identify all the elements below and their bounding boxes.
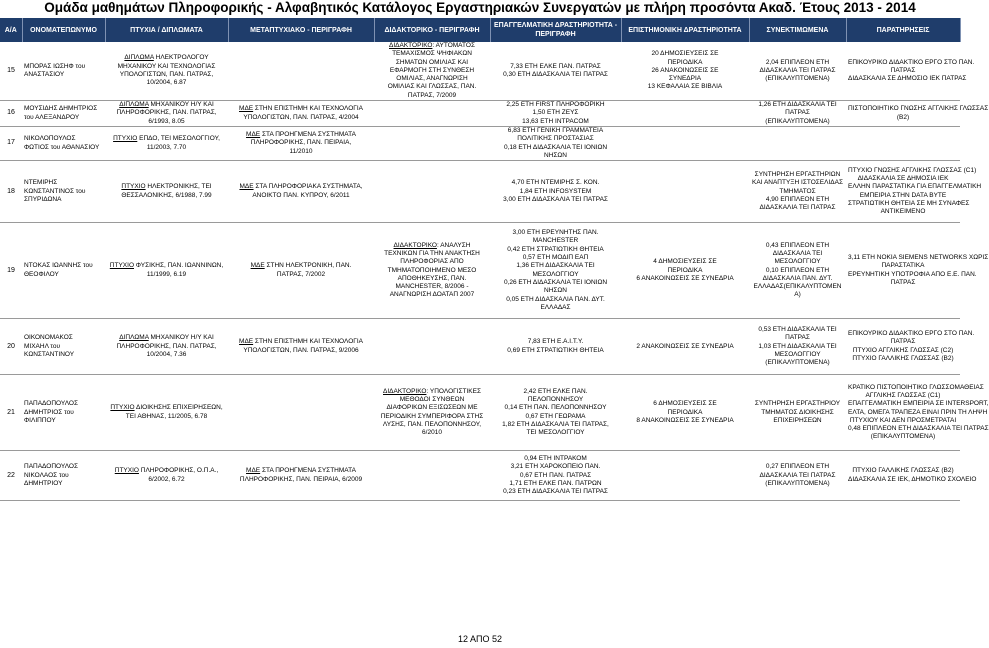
row-name-line: ΜΙΧΑΗΛ του [24, 342, 61, 350]
row-remarks-line: ΕΠΑΓΓΕΛΜΑΤΙΚΗ ΕΜΠΕΙΡΙΑ ΣΕ INTERSPORT, [848, 400, 989, 408]
row-number [0, 451, 22, 501]
row-number-value: 17 [7, 139, 15, 147]
row-professional-line: 2,25 ΕΤΗ FIRST ΠΛΗΡΟΦΟΡΙΚΗ [506, 101, 605, 109]
row-phd-line: ΠΛΗΡΟΦΟΡΙΑΣ ΑΠΟ [400, 258, 464, 266]
row-remarks-line: ΠΤΥΧΙΟ ΓΝΩΣΗΣ ΑΓΓΛΙΚΗΣ ΓΛΩΣΣΑΣ (C1) [848, 166, 977, 174]
row-number-value: 20 [7, 342, 15, 350]
row-degree-line: 6/2002, 6.72 [148, 475, 185, 483]
row-professional [490, 319, 621, 375]
row-professional-line: 1,82 ΕΤΗ ΔΙΔΑΣΚΑΛΙΑ ΤΕΙ ΠΑΤΡΑΣ, [502, 420, 609, 428]
row-remarks-line: ΠΤΥΧΙΟΥ ΚΑΙ ΔΕΝ ΠΡΟΣΜΕΤΡΑΤΑΙ [849, 416, 957, 424]
row-remarks-line: ΕΠΙΚΟΥΡΙΚΟ ΔΙΔΑΚΤΙΚΟ ΕΡΓΟ ΣΤΟ ΠΑΝ. [848, 330, 975, 338]
row-scientific [621, 161, 749, 223]
row-degree [105, 319, 228, 375]
row-degree [105, 42, 228, 101]
row-masters [228, 319, 374, 375]
row-professional-line: 0,94 ΕΤΗ ΙΝΤΡΑΚΟΜ [524, 454, 587, 462]
row-professional [490, 223, 621, 319]
table-row [0, 319, 960, 375]
row-number-value: 19 [7, 266, 15, 274]
row-assessed-line: 1,03 ΕΤΗ ΔΙΔΑΣΚΑΛΙΑ ΤΕΙ [758, 342, 837, 350]
row-assessed [749, 101, 846, 127]
header-scientific: ΕΠΙΣΤΗΜΟΝΙΚΗ ΔΡΑΣΤΗΡΙΟΤΗΤΑ [621, 18, 749, 42]
row-name-line: ΜΠΟΡΑΣ ΙΩΣΗΦ του [24, 62, 86, 70]
row-degree-line: ΔΙΠΛΩΜΑ ΗΛΕΚΤΡΟΛΟΓΟΥ [124, 54, 209, 62]
row-name-line: ΚΩΝΣΤΑΝΤΙΝΟΥ [24, 350, 75, 358]
row-remarks [846, 319, 975, 375]
header-remarks: ΠΑΡΑΤΗΡΗΣΕΙΣ [846, 18, 960, 42]
row-scientific [621, 451, 749, 501]
qualification-keyword: ΔΙΠΛΩΜΑ [119, 101, 149, 109]
row-masters [228, 223, 374, 319]
row-degree-line: ΥΠΟΛΟΓΙΣΤΩΝ, ΠΑΝ. ΠΑΤΡΑΣ, [119, 71, 214, 79]
row-assessed-line: (ΕΠΙΚΑΛΥΠΤΟΜΕΝΑ) [765, 479, 830, 487]
row-professional-line: 0,57 ΕΤΗ ΜΟΔΙΠ ΕΑΠ [522, 254, 589, 262]
qualification-keyword: ΜΔΕ [246, 467, 261, 475]
row-masters-line: ΜΔΕ ΣΤΗΝ ΕΠΙΣΤΗΜΗ ΚΑΙ ΤΕΧΝΟΛΟΓΙΑ [239, 338, 363, 346]
row-phd-line: ΔΙΔΑΚΤΟΡΙΚΟ: ΑΝΑΛΥΣΗ [393, 241, 471, 249]
row-name-line: του ΑΛΕΞΑΝΔΡΟΥ [24, 113, 80, 121]
row-professional [490, 375, 621, 451]
row-phd-line: ΠΕΡΙΟΔΙΚΗ ΣΥΜΠΕΡΙΦΟΡΑ ΣΤΗΣ [380, 412, 484, 420]
row-professional-line: ΕΛΛΑΔΑΣ [540, 303, 571, 311]
row-degree-line: 10/2004, 6.87 [146, 79, 187, 87]
row-professional-line: 0,42 ΕΤΗ ΣΤΡΑΤΙΩΤΙΚΗ ΘΗΤΕΙΑ [507, 245, 604, 253]
row-masters [228, 126, 374, 160]
qualification-keyword: ΠΤΥΧΙΟ [113, 135, 138, 143]
row-assessed-line: (ΕΠΙΚΑΛΥΠΤΟΜΕΝΑ) [765, 75, 830, 83]
row-degree-line: 6/1993, 8.05 [148, 117, 185, 125]
row-assessed-line: (ΕΠΙΚΑΛΥΠΤΟΜΕΝΑ) [765, 117, 830, 125]
row-name [22, 451, 105, 501]
row-professional [490, 126, 621, 160]
row-degree [105, 161, 228, 223]
row-phd-line: ΟΜΙΛΙΑΣ ΚΑΙ ΓΛΩΣΣΑΣ, ΠΑΝ. [387, 83, 477, 91]
row-number-value: 16 [7, 109, 15, 117]
row-masters-line: 11/2010 [289, 147, 313, 155]
qualification-keyword: ΠΤΥΧΙΟ [110, 404, 135, 412]
row-professional-line: 1,84 ΕΤΗ INFOSYSTEM [519, 187, 592, 195]
row-name-line: ΝΙΚΟΛΑΟΣ του [24, 471, 69, 479]
row-masters-line: ΥΠΟΛΟΓΙΣΤΩΝ, ΠΑΝ. ΠΑΤΡΑΣ, 4/2004 [243, 113, 359, 121]
row-scientific [621, 319, 749, 375]
row-remarks-line: 3,11 ΕΤΗ NOKIA SIEMENS NETWORKS ΧΩΡΙΣ [848, 254, 989, 262]
row-number [0, 319, 22, 375]
row-scientific-line: 6 ΔΗΜΟΣΙΕΥΣΕΙΣ ΣΕ [653, 400, 717, 408]
row-phd-line: ΤΜΗΜΑΤΟΠΟΙΗΜΕΝΟ ΜΕΣΟ [387, 266, 477, 274]
header-masters: ΜΕΤΑΠΤΥΧΙΑΚΟ - ΠΕΡΙΓΡΑΦΗ [228, 18, 374, 42]
row-phd-line: ΤΕΧΝΙΚΩΝ ΓΙΑ ΤΗΝ ΑΝΑΚΤΗΣΗ [384, 249, 480, 257]
row-professional-line: ΜΕΣΟΛΟΓΓΙΟΥ [532, 270, 579, 278]
row-professional-line: 1,50 ΕΤΗ ΖΕΥΣ [532, 109, 579, 117]
row-professional-line: 3,00 ΕΤΗ ΕΡΕΥΝΗΤΗΣ ΠΑΝ. [512, 229, 599, 237]
row-professional [490, 42, 621, 101]
row-scientific-line: 8 ΑΝΑΚΟΙΝΩΣΕΙΣ ΣΕ ΣΥΝΕΔΡΙΑ [636, 416, 734, 424]
table-row [0, 42, 960, 101]
table-row [0, 375, 960, 451]
row-phd-line: ΤΕΜΑΧΙΣΜΟΣ ΨΗΦΙΑΚΩΝ [392, 50, 472, 58]
row-remarks-line: ΕΠΙΚΟΥΡΙΚΟ ΔΙΔΑΚΤΙΚΟ ΕΡΓΟ ΣΤΟ ΠΑΝ. [848, 58, 975, 66]
row-number-value: 15 [7, 66, 15, 74]
row-assessed-line: ΜΕΣΟΛΟΓΓΙΟΥ [774, 350, 821, 358]
header-assessed: ΣΥΝΕΚΤΙΜΩΜΕΝΑ [749, 18, 846, 42]
row-professional-line: 7,33 ΕΤΗ ΕΛΚΕ ΠΑΝ. ΠΑΤΡΑΣ [510, 62, 601, 70]
row-number-value: 18 [7, 187, 15, 195]
row-professional-line: 0,67 ΕΤΗ ΓΕΩΡΑΜΑ [525, 412, 586, 420]
row-scientific [621, 126, 749, 160]
row-remarks [846, 375, 989, 451]
row-masters-line: ΜΔΕ ΣΤΗΝ ΕΠΙΣΤΗΜΗ ΚΑΙ ΤΕΧΝΟΛΟΓΙΑ [239, 105, 363, 113]
row-assessed-line: ΠΑΤΡΑΣ [785, 109, 810, 117]
header-degrees: ΠΤΥΧΙΑ / ΔΙΠΛΩΜΑΤΑ [105, 18, 228, 42]
row-degree-line: ΠΤΥΧΙΟ ΦΥΣΙΚΗΣ, ΠΑΝ. ΙΩΑΝΝΙΝΩΝ, [109, 262, 224, 270]
row-professional-line: ΤΕΙ ΜΕΣΟΛΟΓΓΙΟΥ [526, 429, 585, 437]
row-professional-line: 0,14 ΕΤΗ ΠΑΝ. ΠΕΛΟΠΟΝΝΗΣΟΥ [504, 404, 607, 412]
row-professional-line: 13,63 ΕΤΗ ΙΝΤΡΑCOM [522, 117, 589, 125]
row-name-line: ΦΙΛΙΠΠΟΥ [24, 416, 56, 424]
row-masters [228, 101, 374, 127]
row-name [22, 101, 105, 127]
row-degree-line: ΜΗΧΑΝΙΚΟΥ ΚΑΙ ΤΕΧΝΟΛΟΓΙΑΣ [117, 62, 216, 70]
row-assessed-line: ΤΜΗΜΑΤΟΣ ΔΙΟΙΚΗΣΗΣ [761, 408, 834, 416]
row-name-line: ΚΩΝΣΤΑΝΤΙΝΟΣ του [24, 187, 86, 195]
row-professional-line: 0,26 ΕΤΗ ΔΙΔΑΣΚΑΛΙΑ ΤΕΙ ΙΟΝΙΩΝ [503, 278, 608, 286]
row-assessed-line: ΚΑΙ ΑΝΑΠΤΥΞΗ ΙΣΤΟΣΕΛΙΔΑΣ [752, 179, 843, 187]
row-phd-line: MANCHESTER, 8/2006 - [395, 283, 469, 291]
row-professional-line: 2,42 ΕΤΗ ΕΛΚΕ ΠΑΝ. [523, 387, 588, 395]
row-name-line: ΔΗΜΗΤΡΙΟΣ του [24, 408, 74, 416]
row-phd [374, 223, 490, 319]
row-degree-line: ΔΙΠΛΩΜΑ ΜΗΧΑΝΙΚΟΥ Η/Υ ΚΑΙ [119, 334, 214, 342]
row-professional-line: 0,18 ΕΤΗ ΔΙΔΑΣΚΑΛΙΑ ΤΕΙ ΙΟΝΙΩΝ [503, 143, 608, 151]
row-remarks-line: ΠΙΣΤΟΠΟΙΗΤΙΚΟ ΓΝΩΣΗΣ ΑΓΓΛΙΚΗΣ ΓΛΩΣΣΑΣ [848, 105, 989, 113]
row-degree-line: 11/2003, 7.70 [146, 143, 187, 151]
row-degree-line: 10/2004, 7.36 [146, 350, 187, 358]
row-assessed-line: ΠΑΤΡΑΣ [785, 334, 810, 342]
table-row [0, 161, 960, 223]
row-phd-line: ΑΝΑΓΝΩΡΙΣΗ ΔΟΑΤΑΠ 2007 [389, 291, 475, 299]
row-phd-line: ΣΗΜΑΤΩΝ ΟΜΙΛΙΑΣ ΚΑΙ [395, 58, 469, 66]
row-assessed-line: ΕΠΙΧΕΙΡΗΣΕΩΝ [773, 416, 822, 424]
row-phd [374, 451, 490, 501]
row-professional-line: 3,00 ΕΤΗ ΔΙΔΑΣΚΑΛΙΑ ΤΕΙ ΠΑΤΡΑΣ [503, 195, 608, 203]
row-masters-line: ΑΝΟΙΚΤΟ ΠΑΝ. ΚΥΠΡΟΥ, 6/2011 [252, 191, 350, 199]
row-scientific [621, 375, 749, 451]
row-assessed-line: ΜΕΣΟΛΟΓΓΙΟΥ [774, 258, 821, 266]
row-number [0, 375, 22, 451]
row-degree-line: ΔΙΠΛΩΜΑ ΜΗΧΑΝΙΚΟΥ Η/Υ ΚΑΙ [119, 101, 214, 109]
qualification-keyword: ΔΙΔΑΚΤΟΡΙΚΟ [393, 241, 437, 249]
row-scientific-line: ΣΥΝΕΔΡΙΑ [668, 75, 702, 83]
row-assessed [749, 319, 846, 375]
row-phd-line: ΜΕΘΟΔΟΙ ΣΥΝΘΕΩΝ [399, 396, 465, 404]
row-professional [490, 101, 621, 127]
row-name-line: ΦΩΤΙΟΣ του ΑΘΑΝΑΣΙΟΥ [24, 143, 100, 151]
row-name-line: ΝΤΟΚΑΣ ΙΩΑΝΝΗΣ του [24, 262, 93, 270]
row-assessed-line: ΣΥΝΤΗΡΗΣΗ ΕΡΓΑΣΤΗΡΙΟΥ [754, 400, 841, 408]
row-assessed-line: ΔΙΔΑΣΚΑΛΙΑ ΤΕΙ [772, 249, 823, 257]
document-title: Ομάδα μαθημάτων Πληροφορικής - Αλφαβητικός Κατάλογος Εργαστηριακών Συνεργατών με πλήρη προσόντα Ακαδ. Έτους 2013 - 2014 [44, 0, 916, 15]
row-professional [490, 161, 621, 223]
row-professional-line: 0,67 ΕΤΗ ΠΑΝ. ΠΑΤΡΑΣ [519, 471, 592, 479]
row-masters-line: ΜΔΕ ΣΤΑ ΠΛΗΡΟΦΟΡΙΑΚΑ ΣΥΣΤΗΜΑΤΑ, [239, 183, 363, 191]
row-name-line: ΝΙΚΟΛΟΠΟΥΛΟΣ [24, 135, 76, 143]
row-phd-line: ΠΑΤΡΑΣ, 7/2009 [407, 91, 457, 99]
row-number [0, 101, 22, 127]
row-scientific-line: ΠΕΡΙΟΔΙΚΑ [667, 58, 703, 66]
row-name [22, 319, 105, 375]
row-masters-line: ΠΑΤΡΑΣ, 7/2002 [276, 270, 326, 278]
row-remarks-line: 0,48 ΕΠΙΠΛΕΟΝ ΕΤΗ ΔΙΔΑΣΚΑΛΙΑ ΤΕΙ ΠΑΤΡΑΣ [848, 425, 989, 433]
row-scientific-line: 20 ΔΗΜΟΣΙΕΥΣΕΙΣ ΣΕ [651, 50, 719, 58]
header-phd: ΔΙΔΑΚΤΟΡΙΚΟ - ΠΕΡΙΓΡΑΦΗ [374, 18, 490, 42]
row-remarks-line: (Β2) [896, 113, 910, 121]
row-degree-line: ΠΤΥΧΙΟ ΠΛΗΡΟΦΟΡΙΚΗΣ, Ο.Π.Α., [114, 467, 219, 475]
row-professional-line: ΝΗΣΩΝ [544, 151, 567, 159]
row-remarks-line: ΣΤΡΑΤΙΩΤΙΚΗ ΘΗΤΕΙΑ ΣΕ ΜΗ ΣΥΝΑΦΕΣ [848, 199, 970, 207]
table-row [0, 101, 960, 127]
row-assessed-line: ΔΙΔΑΣΚΑΛΙΑ ΠΑΝ. ΔΥΤ. [762, 274, 833, 282]
row-professional-line: ΠΕΛΟΠΟΝΝΗΣΟΥ [527, 396, 584, 404]
row-phd [374, 42, 490, 101]
row-professional-line: 4,70 ΕΤΗ ΝΤΕΜΙΡΗΣ Σ. ΚΟΝ. [511, 179, 600, 187]
qualification-keyword: ΔΙΠΛΩΜΑ [124, 54, 154, 62]
row-degree [105, 223, 228, 319]
row-assessed-line: 2,04 ΕΠΙΠΛΕΟΝ ΕΤΗ [765, 58, 830, 66]
header-name: ΟΝΟΜΑΤΕΠΩΝΥΜΟ [22, 18, 105, 42]
row-remarks-line: ΚΡΑΤΙΚΟ ΠΙΣΤΟΠΟΙΗΤΙΚΟ ΓΛΩΣΣΟΜΑΘΕΙΑΣ [848, 383, 984, 391]
row-assessed-line: ΔΙΔΑΣΚΑΛΙΑ ΤΕΙ ΠΑΤΡΑΣ [759, 204, 836, 212]
qualification-keyword: ΔΙΔΑΚΤΟΡΙΚΟ [389, 42, 433, 49]
row-assessed-line: (ΕΠΙΚΑΛΥΠΤΟΜΕΝΑ) [765, 359, 830, 367]
row-assessed-line: Α) [794, 291, 801, 299]
row-professional-line: 6,83 ΕΤΗ ΓΕΝΙΚΗ ΓΡΑΜΜΑΤΕΙΑ [507, 126, 604, 134]
row-name-line: ΔΗΜΗΤΡΙΟΥ [24, 479, 63, 487]
row-professional-line: ΝΗΣΩΝ [544, 287, 567, 295]
row-name-line: ΣΠΥΡΙΔΩΝΑ [24, 195, 62, 203]
header-aa: Α/Α [0, 18, 22, 42]
row-professional-line: 0,69 ΕΤΗ ΣΤΡΑΤΙΩΤΙΚΗ ΘΗΤΕΙΑ [507, 346, 604, 354]
table-row [0, 126, 960, 160]
row-scientific-line: ΠΕΡΙΟΔΙΚΑ [667, 408, 703, 416]
row-phd-line: ΔΙΑΦΟΡΙΚΩΝ ΕΞΙΣΩΣΕΩΝ ΜΕ [386, 404, 478, 412]
row-phd-line: ΕΦΑΡΜΟΓΗ ΣΤΗ ΣΥΝΘΕΣΗ [389, 66, 475, 74]
table-header-row [0, 18, 960, 42]
row-scientific [621, 101, 749, 127]
row-scientific-line: ΠΕΡΙΟΔΙΚΑ [667, 266, 703, 274]
row-name-line: ΠΑΠΑΔΟΠΟΥΛΟΣ [24, 400, 78, 408]
row-name [22, 42, 105, 101]
row-remarks-line: ΠΑΤΡΑΣ [890, 338, 916, 346]
row-name-line: ΝΤΕΜΙΡΗΣ [24, 179, 58, 187]
row-assessed [749, 161, 846, 223]
row-phd-line: ΔΙΔΑΚΤΟΡΙΚΟ: ΥΠΟΛΟΓΙΣΤΙΚΕΣ [383, 387, 481, 395]
row-remarks-line: ΠΑΡΑΣΤΑΤΙΚΑ [881, 262, 925, 270]
row-name [22, 161, 105, 223]
row-degree [105, 375, 228, 451]
row-remarks [846, 161, 982, 223]
row-professional-line: 1,36 ΕΤΗ ΔΙΔΑΣΚΑΛΙΑ ΤΕΙ [516, 262, 595, 270]
row-phd [374, 375, 490, 451]
row-assessed [749, 42, 846, 101]
row-masters-line: ΠΛΗΡΟΦΟΡΙΚΗΣ, ΠΑΝ. ΠΕΙΡΑΙΑ, [250, 139, 352, 147]
row-professional-line: MANCHESTER [532, 237, 579, 245]
row-name [22, 375, 105, 451]
row-degree-line: ΘΕΣΣΑΛΟΝΙΚΗΣ, 6/1988, 7.99 [121, 191, 212, 199]
qualification-keyword: ΜΔΕ [239, 105, 254, 113]
row-remarks-line: ΔΙΔΑΣΚΑΛΙΑ ΣΕ ΙΕΚ, ΔΗΜΟΤΙΚΟ ΣΧΟΛΕΙΟ [848, 475, 977, 483]
row-scientific-line: 4 ΔΗΜΟΣΙΕΥΣΕΙΣ ΣΕ [653, 258, 717, 266]
row-degree-line: ΠΤΥΧΙΟ ΕΠΔΟ, ΤΕΙ ΜΕΣΟΛΟΓΓΙΟΥ, [113, 135, 220, 143]
row-assessed-line: ΕΛΛΑΔΑΣ(ΕΠΙΚΑΛΥΠΤΟΜΕΝ [753, 283, 842, 291]
qualification-keyword: ΜΔΕ [239, 183, 254, 191]
row-assessed-line: 1,26 ΕΤΗ ΔΙΔΑΣΚΑΛΙΑ ΤΕΙ [758, 101, 837, 109]
row-scientific-line: 6 ΑΝΑΚΟΙΝΩΣΕΙΣ ΣΕ ΣΥΝΕΔΡΙΑ [636, 274, 734, 282]
row-professional-line: 7,83 ΕΤΗ Ε.Α.Ι.Τ.Υ. [527, 338, 584, 346]
row-remarks-line: (ΕΠΙΚΑΛΥΠΤΟΜΕΝΑ) [870, 433, 936, 441]
row-remarks-line: ΔΙΔΑΣΚΑΛΙΑ ΣΕ ΔΗΜΟΣΙΟ ΙΕΚ ΠΑΤΡΑΣ [848, 75, 967, 83]
row-professional [490, 451, 621, 501]
row-name [22, 126, 105, 160]
row-remarks [846, 451, 977, 501]
row-phd-line: ΟΜΙΛΙΑΣ, ΑΝΑΓΝΩΡΙΣΗ [396, 75, 468, 83]
row-phd [374, 319, 490, 375]
row-assessed [749, 223, 846, 319]
row-assessed-line: ΔΙΔΑΣΚΑΛΙΑ ΤΕΙ ΠΑΤΡΑΣ [759, 66, 836, 74]
row-phd-line: ΔΙΔΑΚΤΟΡΙΚΟ: ΑΥΤΟΜΑΤΟΣ [389, 42, 475, 49]
row-number [0, 42, 22, 101]
row-assessed [749, 451, 846, 501]
row-remarks-line: ΔΙΔΑΣΚΑΛΙΑ ΣΕ ΔΗΜΟΣΙΑ ΙΕΚ [857, 175, 949, 183]
row-degree [105, 126, 228, 160]
row-name-line: ΟΙΚΟΝΟΜΑΚΟΣ [24, 334, 73, 342]
row-degree [105, 101, 228, 127]
row-remarks-line: ΠΑΤΡΑΣ [890, 278, 916, 286]
qualification-keyword: ΠΤΥΧΙΟ [121, 183, 146, 191]
row-professional-line: 0,05 ΕΤΗ ΔΙΔΑΣΚΑΛΙΑ ΠΑΝ. ΔΥΤ. [506, 295, 605, 303]
qualification-keyword: ΜΔΕ [239, 338, 254, 346]
row-degree-line: 11/1999, 6.19 [146, 270, 187, 278]
row-phd-line: 6/2010 [422, 429, 442, 437]
row-remarks [846, 126, 960, 160]
row-degree-line: ΠΛΗΡΟΦΟΡΙΚΗΣ, ΠΑΝ. ΠΑΤΡΑΣ, [116, 109, 217, 117]
row-remarks-line: ΠΤΥΧΙΟ ΓΑΛΛΙΚΗΣ ΓΛΩΣΣΑΣ (Β2) [852, 354, 954, 362]
row-remarks-line: ΠΤΥΧΙΟ ΑΓΓΛΙΚΗΣ ΓΛΩΣΣΑΣ (C2) [852, 346, 954, 354]
page-number: 12 ΑΠΟ 52 [457, 634, 503, 644]
row-number [0, 161, 22, 223]
row-name [22, 223, 105, 319]
row-degree-line: ΠΤΥΧΙΟ ΗΛΕΚΤΡΟΝΙΚΗΣ, ΤΕΙ [121, 183, 212, 191]
row-assessed-line: ΣΥΝΤΗΡΗΣΗ ΕΡΓΑΣΤΗΡΙΩΝ [754, 170, 841, 178]
qualification-keyword: ΔΙΠΛΩΜΑ [119, 334, 149, 342]
row-degree-line: ΠΛΗΡΟΦΟΡΙΚΗΣ, ΠΑΝ. ΠΑΤΡΑΣ, [116, 342, 217, 350]
row-number-value: 22 [7, 471, 15, 479]
row-remarks-line: ΕΜΠΕΙΡΙΑ ΣΤΗΝ DATA ΒΥΤΕ [859, 191, 947, 199]
row-name-line: ΑΝΑΣΤΑΣΙΟΥ [24, 71, 65, 79]
row-remarks-line: ΑΓΓΛΙΚΗΣ ΓΛΩΣΣΑΣ (C1) [865, 391, 941, 399]
row-professional-line: 1,71 ΕΤΗ ΕΛΚΕ ΠΑΝ. ΠΑΤΡΩΝ [509, 479, 602, 487]
staff-table [0, 18, 989, 501]
row-remarks-line: ΕΡΕΥΝΗΤΙΚΗ ΥΠΟΤΡΟΦΙΑ ΑΠΟ Ε.Ε. ΠΑΝ. [848, 270, 977, 278]
row-professional-line: 0,23 ΕΤΗ ΔΙΔΑΣΚΑΛΙΑ ΤΕΙ ΠΑΤΡΑΣ [503, 488, 608, 496]
row-degree-line: ΤΕΙ ΑΘΗΝΑΣ, 11/2005, 6.78 [125, 412, 208, 420]
row-scientific-line: 13 ΚΕΦΑΛΑΙΑ ΣΕ ΒΙΒΛΙΑ [647, 83, 723, 91]
row-masters [228, 161, 374, 223]
row-scientific [621, 42, 749, 101]
row-professional-line: ΠΟΛΙΤΙΚΗΣ ΠΡΟΣΤΑΣΙΑΣ [517, 135, 594, 143]
row-masters-line: ΜΔΕ ΣΤΗΝ ΗΛΕΚΤΡΟΝΙΚΗ, ΠΑΝ. [250, 262, 352, 270]
row-name-line: ΘΕΟΦΙΛΟΥ [24, 270, 59, 278]
row-remarks-line: ΕΛΤΑ, ΟΜΕΓΑ ΤΡΑΠΕΖΑ ΕΙΝΑΙ ΠΡΙΝ ΤΗ ΛΗΨΗ [848, 408, 988, 416]
row-scientific [621, 223, 749, 319]
row-professional-line: 0,30 ΕΤΗ ΔΙΔΑΣΚΑΛΙΑ ΤΕΙ ΠΑΤΡΑΣ [503, 71, 608, 79]
row-masters [228, 42, 374, 101]
row-assessed-line: ΤΜΗΜΑΤΟΣ [779, 187, 816, 195]
row-assessed-line: 0,10 ΕΠΙΠΛΕΟΝ ΕΤΗ [765, 266, 830, 274]
table-row [0, 451, 960, 501]
row-masters-line: ΜΔΕ ΣΤΑ ΠΡΟΗΓΜΕΝΑ ΣΥΣΤΗΜΑΤΑ [246, 131, 356, 139]
qualification-keyword: ΠΤΥΧΙΟ [114, 467, 139, 475]
row-masters-line: ΜΔΕ ΣΤΑ ΠΡΟΗΓΜΕΝΑ ΣΥΣΤΗΜΑΤΑ [246, 467, 356, 475]
row-phd-line: ΛΥΣΗΣ, ΠΑΝ. ΠΕΛΟΠΟΝΝΗΣΟΥ, [382, 420, 482, 428]
row-masters-line: ΥΠΟΛΟΓΙΣΤΩΝ, ΠΑΝ. ΠΑΤΡΑΣ, 9/2006 [243, 346, 359, 354]
row-phd [374, 101, 490, 127]
row-scientific-line: 26 ΑΝΑΚΟΙΝΩΣΕΙΣ ΣΕ [651, 66, 719, 74]
row-remarks-line: ΠΑΤΡΑΣ [890, 66, 916, 74]
row-name-line: ΜΟΥΣΙΔΗΣ ΔΗΜΗΤΡΙΟΣ [24, 105, 98, 113]
row-remarks-line: ΕΛΛΗΝ ΠΑΡΑΣΤΑΤΙΚΑ ΓΙΑ ΕΠΑΓΓΕΛΜΑΤΙΚΗ [848, 183, 982, 191]
row-assessed-line: 0,53 ΕΤΗ ΔΙΔΑΣΚΑΛΙΑ ΤΕΙ [758, 325, 837, 333]
row-phd [374, 161, 490, 223]
table-row [0, 223, 960, 319]
row-phd-line: ΑΠΟΘΗΚΕΥΣΗΣ, ΠΑΝ. [397, 274, 467, 282]
row-masters [228, 451, 374, 501]
row-assessed [749, 126, 846, 160]
row-remarks-line: ΑΝΤΙΚΕΙΜΕΝΟ [880, 208, 926, 216]
qualification-keyword: ΠΤΥΧΙΟ [109, 262, 134, 270]
row-masters [228, 375, 374, 451]
row-assessed-line: 4,90 ΕΠΙΠΛΕΟΝ ΕΤΗ [765, 195, 830, 203]
qualification-keyword: ΜΔΕ [250, 262, 265, 270]
row-assessed-line: ΔΙΔΑΣΚΑΛΙΑ ΤΕΙ ΠΑΤΡΑΣ [759, 471, 836, 479]
row-degree [105, 451, 228, 501]
qualification-keyword: ΜΔΕ [246, 131, 261, 139]
row-scientific-line: 2 ΑΝΑΚΟΙΝΩΣΕΙΣ ΣΕ ΣΥΝΕΔΡΙΑ [636, 342, 734, 350]
row-masters-line: ΠΛΗΡΟΦΟΡΙΚΗΣ, ΠΑΝ. ΠΕΙΡΑΙΑ, 6/2009 [239, 475, 363, 483]
row-assessed [749, 375, 846, 451]
row-name-line: ΠΑΠΑΔΟΠΟΥΛΟΣ [24, 463, 78, 471]
row-remarks-line: ΠΤΥΧΙΟ ΓΑΛΛΙΚΗΣ ΓΛΩΣΣΑΣ (Β2) [852, 467, 954, 475]
row-number-value: 21 [7, 408, 15, 416]
row-remarks [846, 223, 989, 319]
row-number [0, 223, 22, 319]
row-assessed-line: 0,43 ΕΠΙΠΛΕΟΝ ΕΤΗ [765, 241, 830, 249]
qualification-keyword: ΔΙΔΑΚΤΟΡΙΚΟ [383, 387, 427, 395]
header-professional: ΕΠΑΓΓΕΛΜΑΤΙΚΗ ΔΡΑΣΤΗΡΙΟΤΗΤΑ - ΠΕΡΙΓΡΑΦΗ [490, 18, 621, 42]
row-number [0, 126, 22, 160]
row-professional-line: 3,21 ΕΤΗ ΧΑΡΟΚΟΠΕΙΟ ΠΑΝ. [510, 463, 601, 471]
row-degree-line: ΠΤΥΧΙΟ ΔΙΟΙΚΗΣΗΣ ΕΠΙΧΕΙΡΗΣΕΩΝ, [110, 404, 223, 412]
row-remarks [846, 42, 975, 101]
row-remarks [846, 101, 989, 127]
row-assessed-line: 0,27 ΕΠΙΠΛΕΟΝ ΕΤΗ [765, 463, 830, 471]
row-phd [374, 126, 490, 160]
